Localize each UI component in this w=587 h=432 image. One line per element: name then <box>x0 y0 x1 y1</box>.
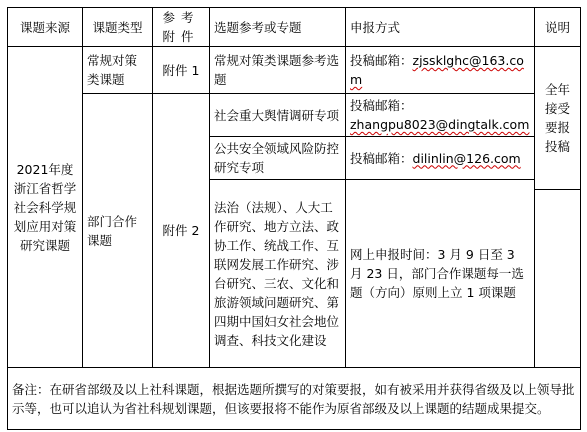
dept-attachment: 附件 2 <box>153 94 210 368</box>
footer-note: 备注：在研省部级及以上社科课题，根据选题所撰写的对策要报，如有被采用并获得省级及以上领导批示等，也可以追认为省社科规划课题，但该要报将不能作为原省部级及以上课题的结题成果提交。 <box>8 368 581 430</box>
regular-attachment: 附件 1 <box>153 47 210 94</box>
regular-method <box>346 47 535 94</box>
header-topics: 选题参考或专题 <box>210 8 346 47</box>
email-label: 投稿邮箱： <box>350 150 413 166</box>
regular-row <box>8 47 581 94</box>
footer-row <box>8 368 581 430</box>
dept-topic-3: 法治（法规）、人大工作研究、地方立法、政协工作、统战工作、互联网发展工作研究、涉台研究、三农、文化和旅游领域问题研究、第四期中国妇女社会地位调查、科技文化建设 <box>210 180 346 368</box>
dept-row-1 <box>8 94 581 137</box>
dept-email-2[interactable]: dilinlin@126.com <box>412 150 521 166</box>
note-cell: 全年接受要报投稿 <box>535 47 581 190</box>
dept-topic-1: 社会重大舆情调研专项 <box>210 94 346 137</box>
note-cell-blank <box>535 190 581 368</box>
dept-type: 部门合作课题 <box>83 94 153 368</box>
dept-email-1[interactable]: zhangpu8023@dingtalk.com <box>350 117 530 132</box>
dept-topic-2: 公共安全领域风险防控研究专项 <box>210 137 346 180</box>
dept-method-2 <box>346 137 535 180</box>
dept-method-1 <box>346 94 535 137</box>
regular-type: 常规对策类课题 <box>83 47 153 94</box>
regular-topic: 常规对策类课题参考选题 <box>210 47 346 94</box>
header-note: 说明 <box>535 8 581 47</box>
header-type: 课题类型 <box>83 8 153 47</box>
regular-email[interactable]: zjssklghc@163.com <box>350 53 524 87</box>
header-method: 申报方式 <box>346 8 535 47</box>
source-cell: 2021年度浙江省哲学社会科学规划应用对策研究课题 <box>8 47 83 368</box>
dept-method-3: 网上申报时间：3 月 9 日至 3 月 23 日，部门合作课题每一选题（方向）原则上立 1 项课题 <box>346 180 535 368</box>
email-label: 投稿邮箱： <box>350 53 413 68</box>
email-label: 投稿邮箱： <box>350 98 413 113</box>
header-row <box>8 8 581 47</box>
topic-source-table <box>7 7 581 430</box>
header-attachment: 参考附件 <box>153 8 210 47</box>
header-source: 课题来源 <box>8 8 83 47</box>
